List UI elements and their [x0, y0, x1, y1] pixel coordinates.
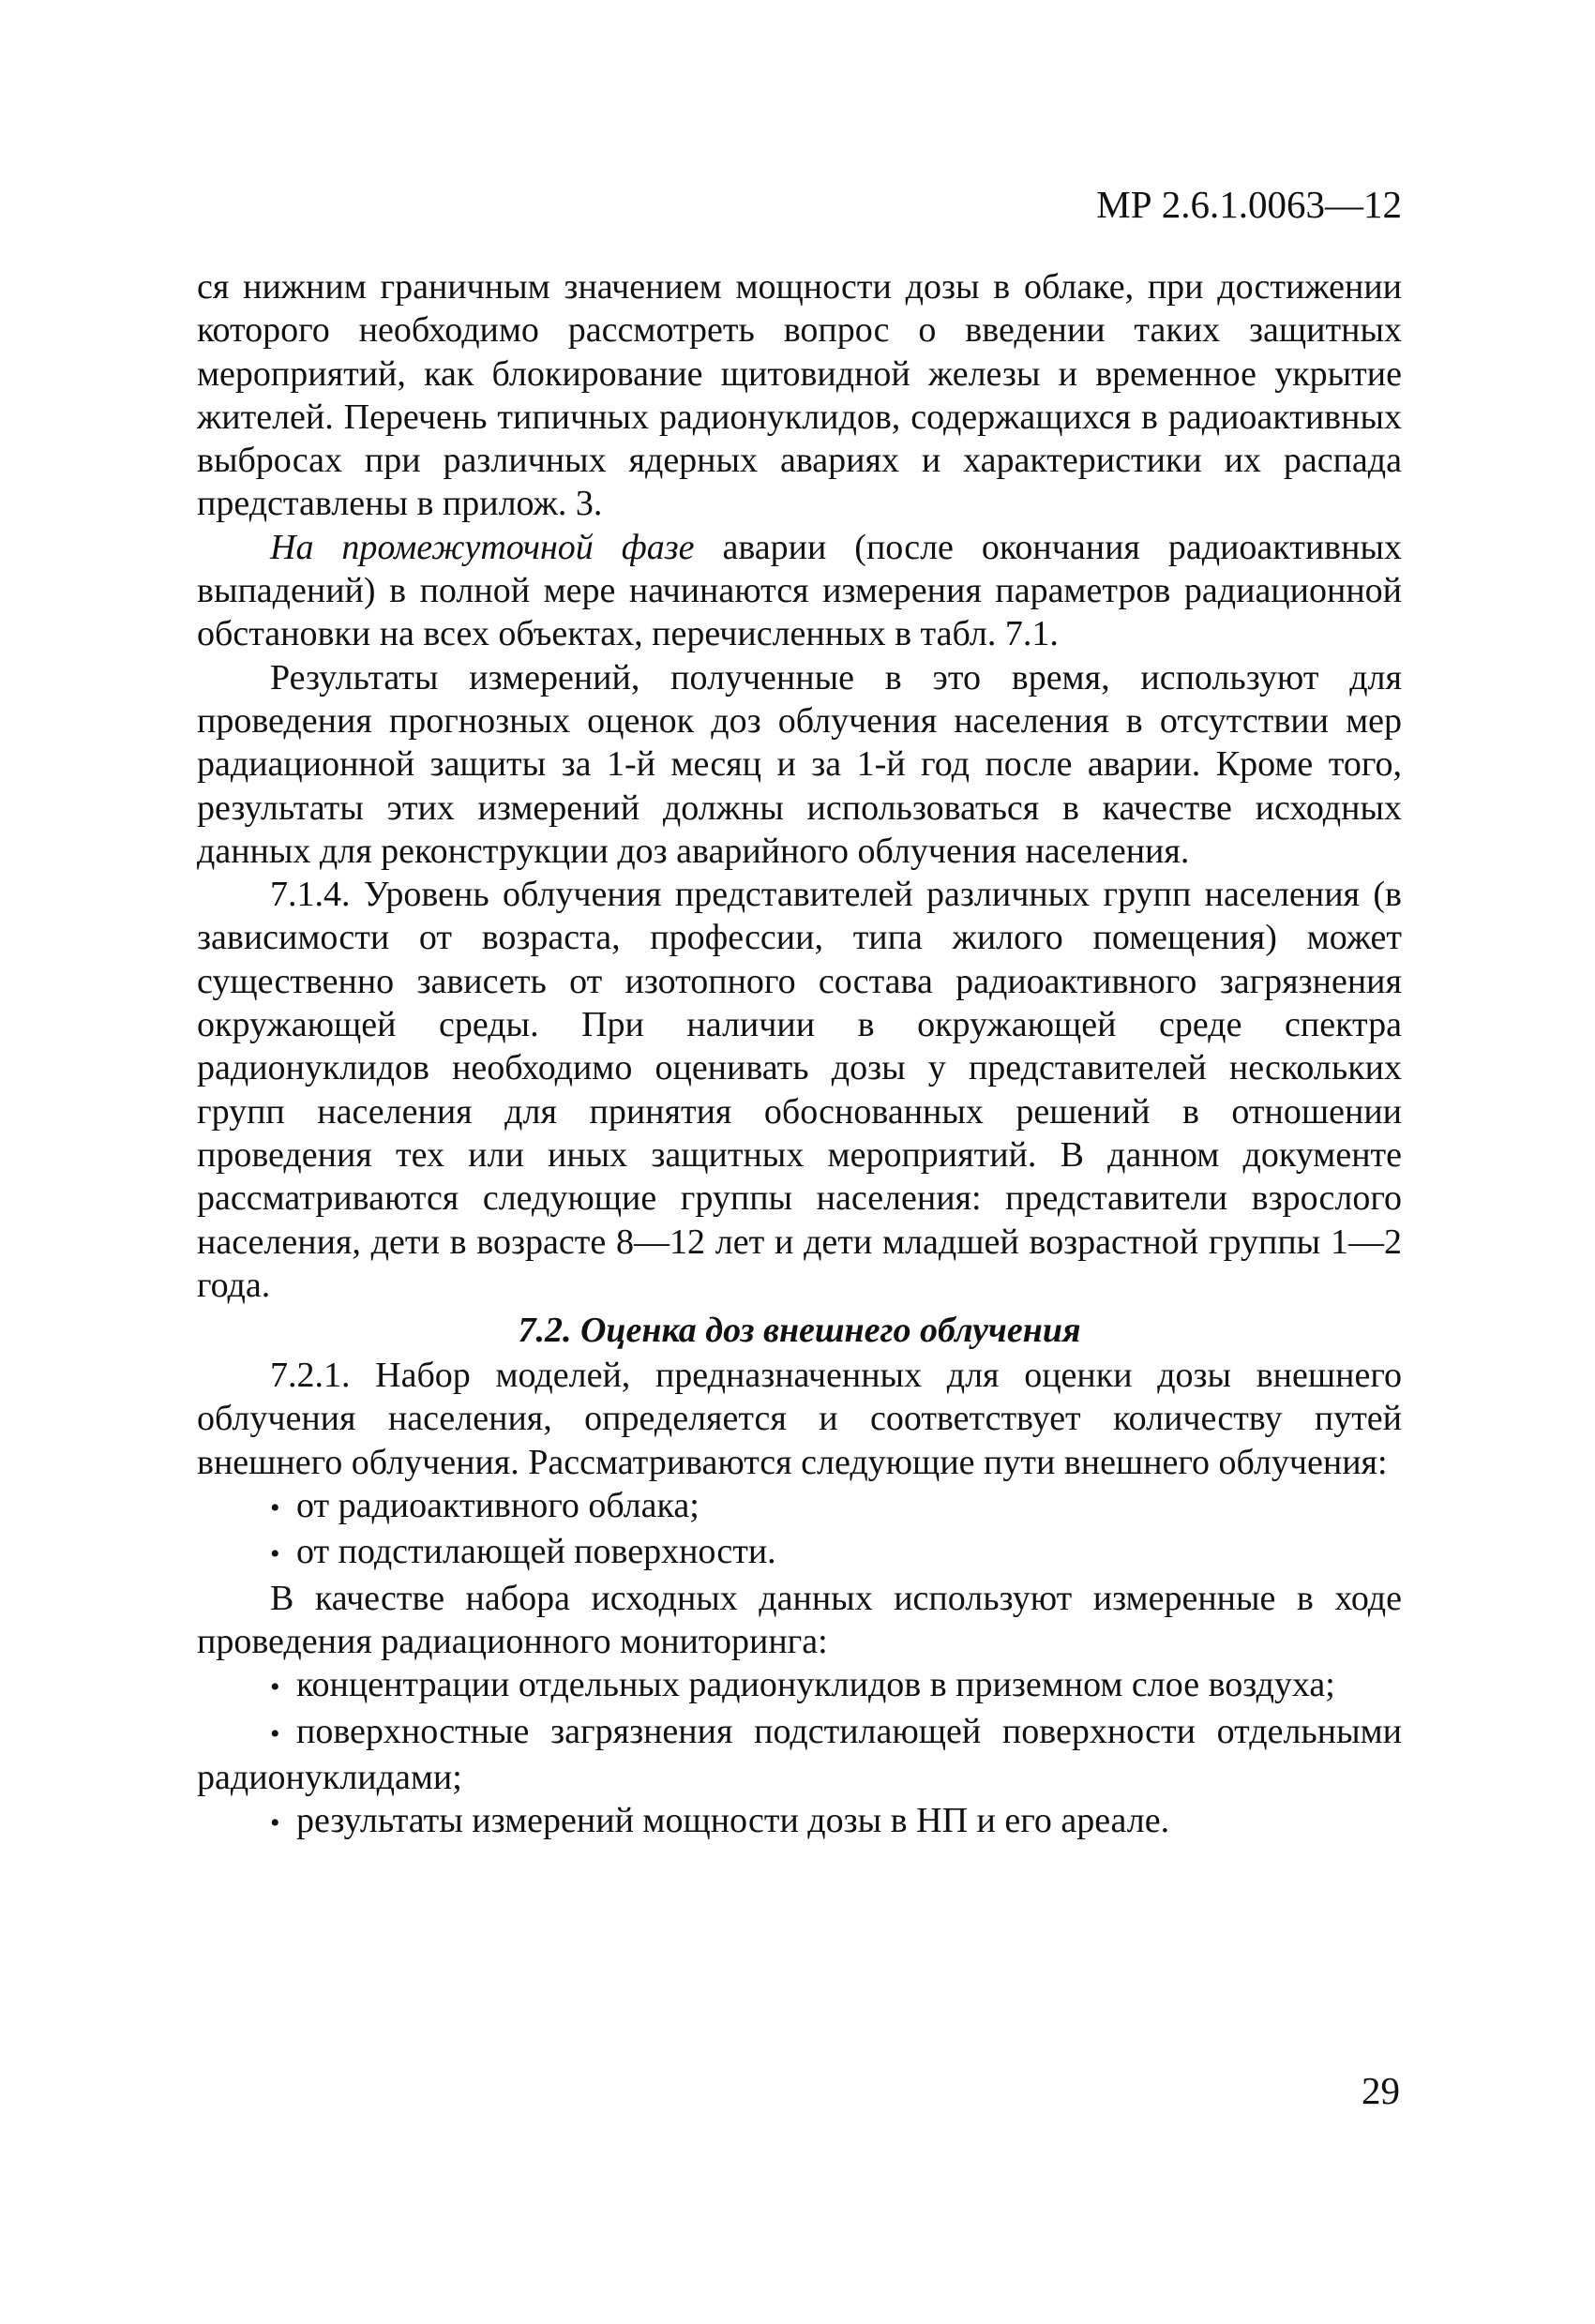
paragraph-7-1-4: 7.1.4. Уровень облучения представителей различных групп населения (в зависимости от возраста, профессии, типа жилого помещения) может существенно зависеть от изотопного состава радиоактивного загрязнения окружающей среды. При наличии в окружающей среде спектра радионуклидов необходимо оценивать дозы у представителей нескольких групп населения для принятия обоснованных решений в отношении проведения тех или иных защитных мероприятий. В данном документе рассматриваются следующие группы населения: представители взрослого населения, дети в возрасте 8—12 лет и дети младшей возрастной группы 1—2 года. [197, 875, 1402, 1305]
input-data-list [197, 1663, 1402, 1845]
paragraph-input-data: В качестве набора исходных данных используют измеренные в ходе проведения радиационного мониторинга: [197, 1578, 1402, 1661]
paragraph-intermediate-phase-text: аварии (после окончания радиоактивных выпадений) в полной мере начинаются измерения параметров радиационной обстановки на всех объектах, перечисленных в табл. 7.1. [197, 527, 1402, 654]
emphasis-intermediate-phase: На промежуточной фазе [270, 527, 695, 567]
page-number: 29 [1362, 2069, 1400, 2112]
section-heading-7-2: 7.2. Оценка доз внешнего облучения [518, 1311, 1081, 1351]
list-item-text: поверхностные загрязнения подстилающей поверхности отдельными радионуклидами; [197, 1711, 1402, 1797]
list-item-text: концентрации отдельных радионуклидов в приземном слое воздуха; [296, 1665, 1335, 1705]
paragraph-continuation: ся нижним граничным значением мощности дозы в облаке, при достижении которого необходимо рассмотреть вопрос о введении таких защитных мероприятий, как блокирование щитовидной железы и временное укрытие жителей. Перечень типичных радионуклидов, содержащихся в радиоактивных выбросах при различных ядерных авариях и характеристики их распада представлены в прилож. 3. [197, 267, 1402, 524]
list-item-text: от радиоактивного облака; [296, 1486, 700, 1526]
paragraph-7-2-1: 7.2.1. Набор моделей, предназначенных для оценки дозы внешнего облучения населения, определяется и соответствует количеству путей внешнего облучения. Рассматриваются следующие пути внешнего облучения: [197, 1356, 1402, 1482]
bullet-icon: • [270, 1672, 280, 1703]
bullet-icon: • [270, 1492, 280, 1524]
list-item [197, 1663, 1402, 1709]
bullet-icon: • [270, 1807, 280, 1839]
exposure-paths-list [197, 1484, 1402, 1577]
list-item-text: от подстилающей поверхности. [296, 1532, 776, 1572]
document-code-header: МР 2.6.1.0063—12 [1096, 183, 1402, 226]
document-body [197, 265, 1402, 1845]
list-item [197, 1484, 1402, 1530]
bullet-icon: • [270, 1717, 280, 1749]
list-item [197, 1710, 1402, 1800]
list-item [197, 1799, 1402, 1845]
bullet-icon: • [270, 1538, 280, 1570]
list-item [197, 1530, 1402, 1576]
list-item-text: результаты измерений мощности дозы в НП и его ареале. [296, 1801, 1170, 1841]
paragraph-measurement-results: Результаты измерений, полученные в это время, используют для проведения прогнозных оценок доз облучения населения в отсутствии мер радиационной защиты за 1-й месяц и за 1-й год после аварии. Кроме того, результаты этих измерений должны использоваться в качестве исходных данных для реконструкции доз аварийного облучения населения. [197, 657, 1402, 871]
paragraph-intermediate-phase [197, 526, 1402, 656]
